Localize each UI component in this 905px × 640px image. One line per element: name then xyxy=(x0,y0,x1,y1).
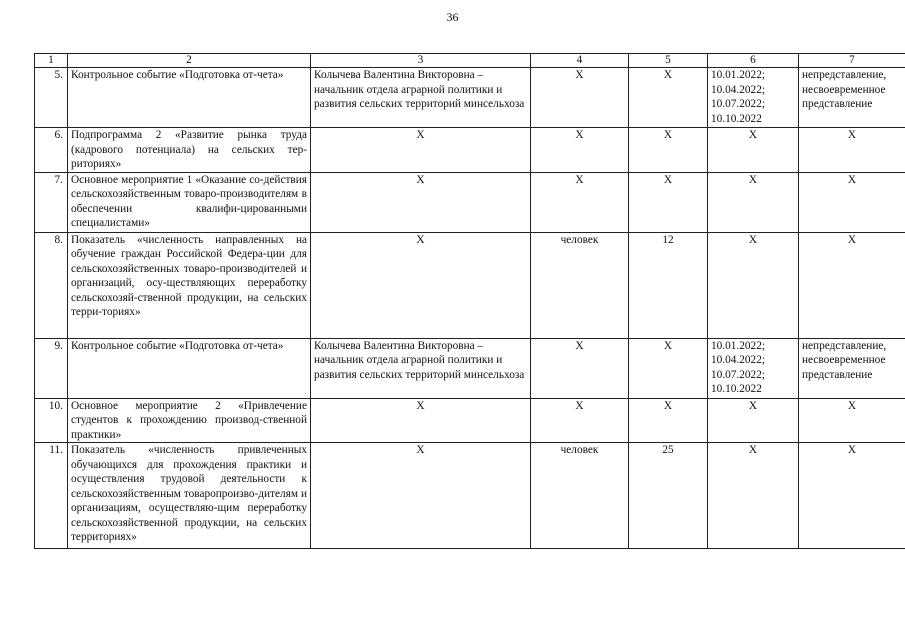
row-name: Контрольное событие «Подготовка от-чета» xyxy=(68,338,311,398)
date-line: 10.04.2022; xyxy=(711,354,765,366)
row-responsible: Х xyxy=(311,443,531,549)
row-number: 11. xyxy=(35,443,68,549)
risk-line: Х xyxy=(847,233,857,246)
row-unit: Х xyxy=(531,128,629,173)
date-line: Х xyxy=(748,399,758,412)
risk-line: непредставление, xyxy=(802,69,887,81)
row-unit: Х xyxy=(531,398,629,443)
row-unit: Х xyxy=(531,338,629,398)
row-value: Х xyxy=(629,68,708,128)
risk-line: представление xyxy=(802,368,873,381)
row-responsible: Х xyxy=(311,232,531,338)
row-responsible: Х xyxy=(311,172,531,232)
page-number: 36 xyxy=(446,10,459,24)
row-name: Основное мероприятие 1 «Оказание со-действия сельскохозяйственным товаро-производителям в обеспечении квалифи-цированными специалистами» xyxy=(68,172,311,232)
risk-line: непредставление, xyxy=(802,339,887,352)
table-row xyxy=(35,398,905,443)
risk-line: Х xyxy=(847,173,857,186)
date-line: Х xyxy=(748,444,758,456)
row-number: 8. xyxy=(35,232,68,338)
column-header: 3 xyxy=(311,54,531,68)
row-number: 7. xyxy=(35,172,68,232)
column-header: 2 xyxy=(68,54,311,68)
column-number-row xyxy=(35,54,905,68)
row-dates xyxy=(708,68,799,128)
row-number: 5. xyxy=(35,68,68,128)
risk-line: Х xyxy=(847,444,857,456)
row-number: 9. xyxy=(35,338,68,398)
row-risk xyxy=(799,443,905,549)
date-line: 10.01.2022; xyxy=(711,69,765,81)
column-header: 5 xyxy=(629,54,708,68)
table-row xyxy=(35,172,905,232)
row-responsible: Колычева Валентина Викторовна – начальник отдела аграрной политики и развития сельских территорий минсельхоза xyxy=(311,68,531,128)
date-line: 10.07.2022; xyxy=(711,368,765,381)
row-number: 6. xyxy=(35,128,68,173)
column-header: 7 xyxy=(799,54,905,68)
risk-line: несвоевременное xyxy=(802,354,886,366)
risk-line: несвоевременное xyxy=(802,83,886,96)
row-value: Х xyxy=(629,128,708,173)
column-header: 6 xyxy=(708,54,799,68)
row-unit: Х xyxy=(531,172,629,232)
row-number: 10. xyxy=(35,398,68,443)
row-risk xyxy=(799,172,905,232)
row-value: 25 xyxy=(629,443,708,549)
table-row xyxy=(35,232,905,338)
risk-line: Х xyxy=(847,129,857,141)
row-name: Показатель «численность привлеченных обучающихся для прохождения практики и осуществления трудовой деятельности к сельскохозяйственным товаропроизво-дителям и организациям, осуществляю-щим переработку сельскохозяйственной продукции, на сельских территориях» xyxy=(68,443,311,549)
date-line: Х xyxy=(748,233,758,246)
table-row xyxy=(35,338,905,398)
row-name: Подпрограмма 2 «Развитие рынка труда (кадрового потенциала) на сельских тер-риториях» xyxy=(68,128,311,173)
table-row xyxy=(35,128,905,173)
row-unit: Х xyxy=(531,68,629,128)
table-row xyxy=(35,68,905,128)
row-risk xyxy=(799,232,905,338)
row-risk xyxy=(799,68,905,128)
column-header: 4 xyxy=(531,54,629,68)
row-risk xyxy=(799,338,905,398)
row-name: Показатель «численность направленных на обучение граждан Российской Федера-ции для сельскохозяйственных товаро-производителей и организаций, осу-ществляющих переработку сельскохозяй-ственной продукции, на сельских терри-ториях» xyxy=(68,232,311,338)
date-line: Х xyxy=(748,129,758,141)
risk-line: Х xyxy=(847,399,857,412)
row-responsible: Х xyxy=(311,128,531,173)
row-dates xyxy=(708,172,799,232)
column-header: 1 xyxy=(35,54,68,68)
date-line: 10.04.2022; xyxy=(711,83,765,96)
row-dates xyxy=(708,398,799,443)
row-name: Основное мероприятие 2 «Привлечение студентов к прохождению производ-ственной практики» xyxy=(68,398,311,443)
row-name: Контрольное событие «Подготовка от-чета» xyxy=(68,68,311,128)
row-value: Х xyxy=(629,338,708,398)
row-dates xyxy=(708,128,799,173)
row-value: 12 xyxy=(629,232,708,338)
row-value: Х xyxy=(629,398,708,443)
row-responsible: Х xyxy=(311,398,531,443)
date-line: 10.10.2022 xyxy=(711,383,762,395)
date-line: Х xyxy=(748,173,758,186)
row-dates xyxy=(708,443,799,549)
date-line: 10.07.2022; xyxy=(711,98,765,110)
row-unit: человек xyxy=(531,232,629,338)
row-risk xyxy=(799,128,905,173)
risk-line: представление xyxy=(802,98,873,110)
date-line: 10.10.2022 xyxy=(711,112,762,125)
row-unit: человек xyxy=(531,443,629,549)
table-row xyxy=(35,443,905,549)
row-responsible: Колычева Валентина Викторовна – начальник отдела аграрной политики и развития сельских территорий минсельхоза xyxy=(311,338,531,398)
plan-table xyxy=(34,53,905,549)
row-risk xyxy=(799,398,905,443)
row-dates xyxy=(708,338,799,398)
row-dates xyxy=(708,232,799,338)
row-value: Х xyxy=(629,172,708,232)
date-line: 10.01.2022; xyxy=(711,339,765,352)
